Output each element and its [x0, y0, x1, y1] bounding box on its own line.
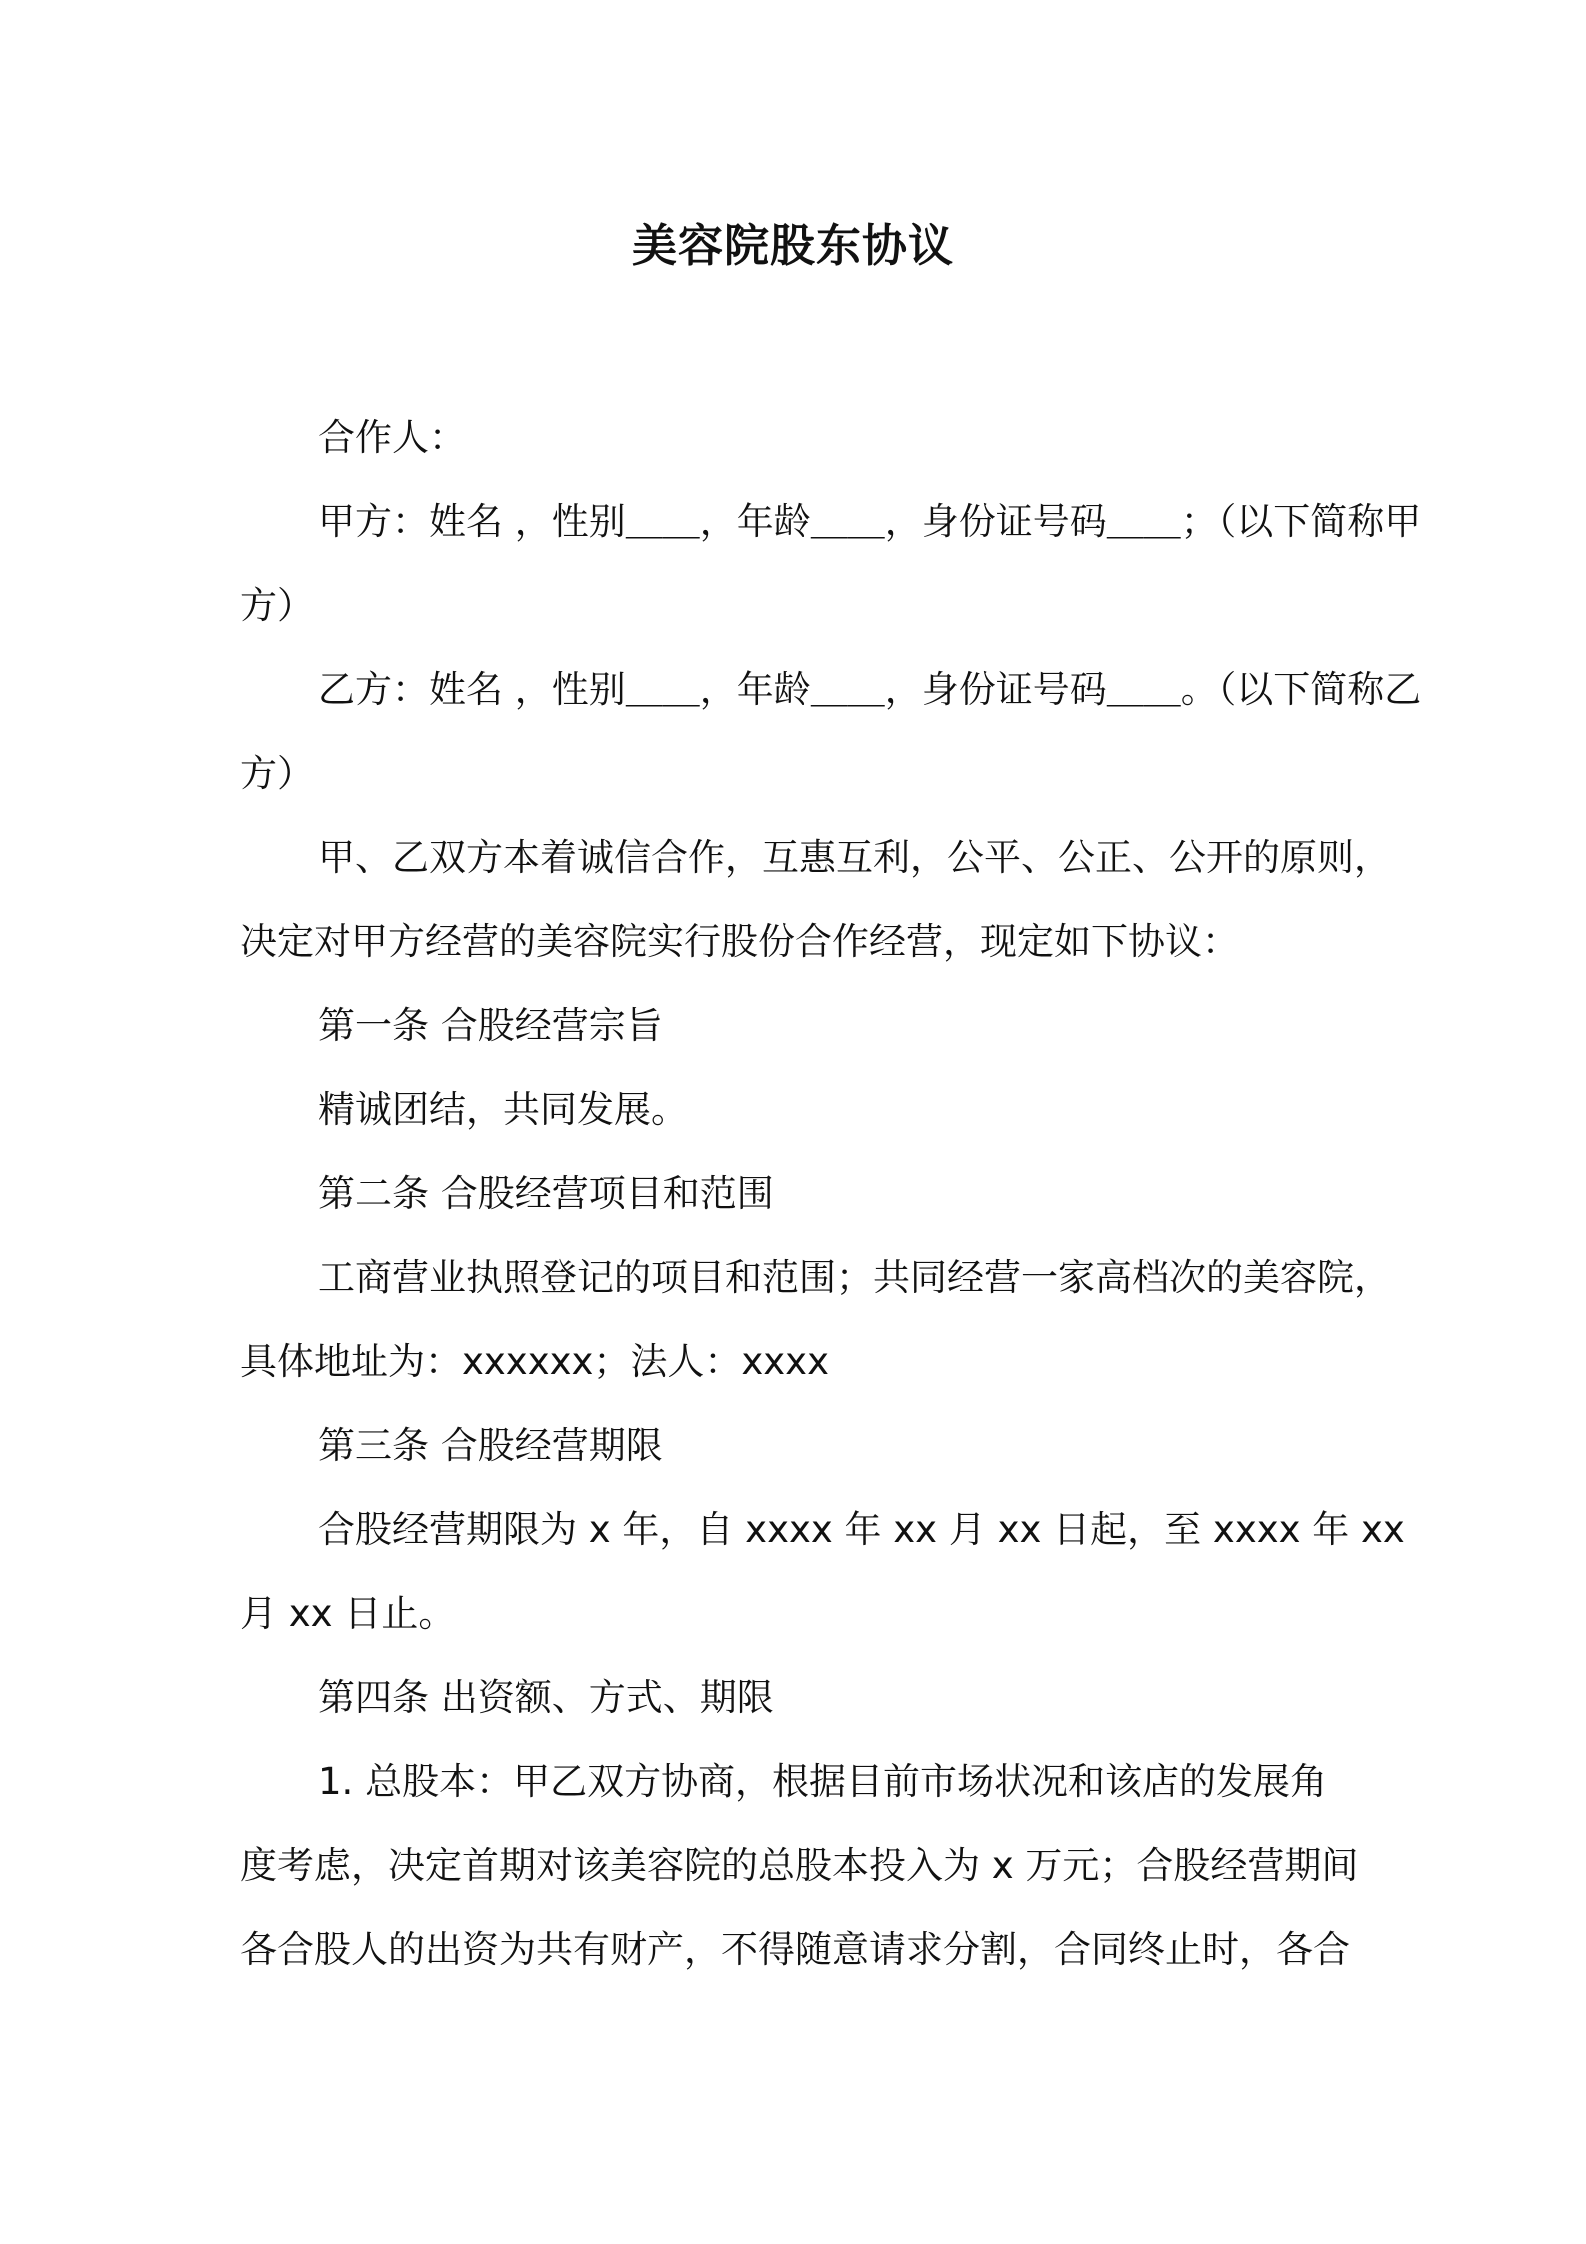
- text-line: 方）: [240, 752, 314, 795]
- text-line: 度考虑，决定首期对该美容院的总股本投入为 x 万元；合股经营期间: [240, 1844, 1359, 1887]
- section-heading: 第二条 合股经营项目和范围: [318, 1172, 774, 1215]
- document-title: 美容院股东协议: [631, 219, 954, 272]
- text-line: 月 xx 日止。: [240, 1592, 456, 1635]
- text-line: 1. 总股本：甲乙双方协商，根据目前市场状况和该店的发展角: [318, 1760, 1328, 1803]
- text-line: 合作人：: [318, 416, 466, 459]
- text-line: 精诚团结，共同发展。: [318, 1088, 688, 1131]
- text-line: 甲方：姓名 ，性别＿＿，年龄＿＿，身份证号码＿＿；（以下简称甲: [318, 500, 1422, 543]
- section-heading: 第四条 出资额、方式、期限: [318, 1676, 774, 1719]
- text-line: 具体地址为：xxxxxx；法人：xxxx: [240, 1340, 829, 1383]
- text-line: 各合股人的出资为共有财产，不得随意请求分割，合同终止时，各合: [240, 1928, 1350, 1971]
- text-line: 合股经营期限为 x 年，自 xxxx 年 xx 月 xx 日起，至 xxxx 年 xx: [318, 1508, 1405, 1551]
- text-line: 决定对甲方经营的美容院实行股份合作经营，现定如下协议：: [240, 920, 1239, 963]
- text-line: 乙方：姓名 ，性别＿＿，年龄＿＿，身份证号码＿＿。（以下简称乙: [318, 668, 1422, 711]
- text-line: 工商营业执照登记的项目和范围；共同经营一家高档次的美容院，: [318, 1256, 1391, 1299]
- text-line: 甲、乙双方本着诚信合作，互惠互利，公平、公正、公开的原则，: [318, 836, 1391, 879]
- section-heading: 第三条 合股经营期限: [318, 1424, 663, 1467]
- section-heading: 第一条 合股经营宗旨: [318, 1004, 663, 1047]
- text-line: 方）: [240, 584, 314, 627]
